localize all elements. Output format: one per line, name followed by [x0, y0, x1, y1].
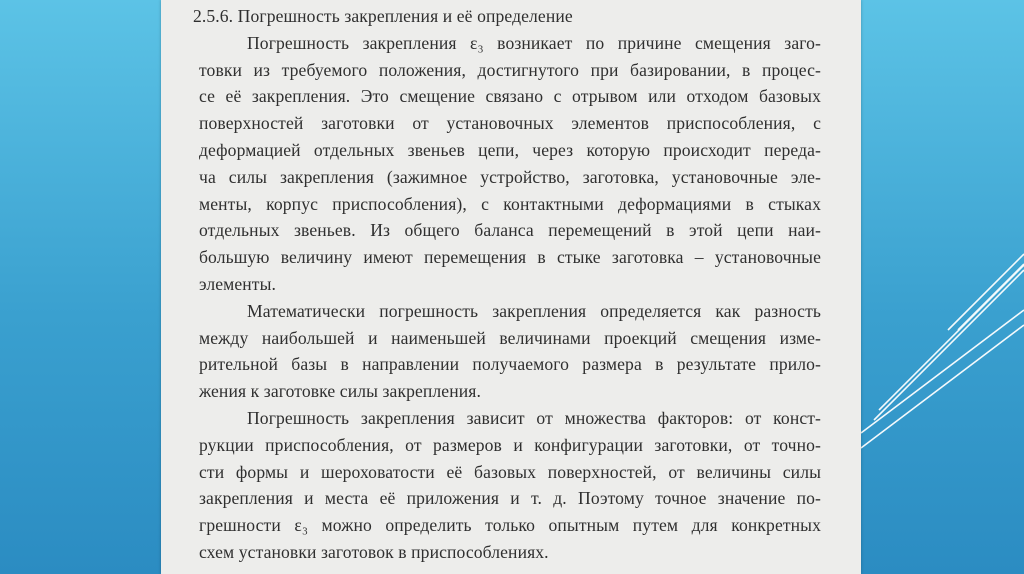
deco-line-6: [861, 325, 1024, 448]
text-line: жения к заготовке силы закрепления.: [199, 381, 481, 402]
section-heading: 2.5.6. Погрешность закрепления и её определение: [193, 6, 573, 26]
page-text: [193, 3, 821, 566]
text-line: Погрешность закрепления ε₃ возникает по причине смещения заго-: [247, 32, 821, 53]
text-line: схем установки заготовок в приспособлениях.: [199, 541, 549, 562]
deco-line-4: [874, 270, 1024, 420]
text-line: ча силы закрепления (зажимное устройство, заготовка, установочные эле-: [199, 166, 821, 187]
scanned-page: [161, 0, 861, 574]
paragraph-2: [199, 298, 821, 405]
paragraph-3: [199, 405, 821, 566]
text-line: сти формы и шероховатости её базовых поверхностей, от величины силы: [199, 461, 821, 482]
text-line: товки из требуемого положения, достигнутого при базировании, в процес-: [199, 59, 821, 80]
text-line: между наибольшей и наименьшей величинами проекций смещения изме-: [199, 327, 821, 348]
text-line: Математически погрешность закрепления определяется как разность: [247, 300, 821, 321]
text-line: большую величину имеют перемещения в стыке заготовка – установочные: [199, 247, 821, 268]
text-line: элементы.: [199, 273, 276, 294]
text-line: Погрешность закрепления зависит от множества факторов: от конст-: [247, 407, 821, 428]
text-line: рукции приспособления, от размеров и конфигурации заготовки, от точно-: [199, 434, 821, 455]
text-line: рительной базы в направлении получаемого размера в результате прило-: [199, 354, 821, 375]
text-line: закрепления и места её приложения и т. д. Поэтому точное значение по-: [199, 488, 821, 509]
paragraph-1: [199, 30, 821, 298]
text-line: отдельных звеньев. Из общего баланса перемещений в этой цепи наи-: [199, 220, 821, 241]
text-line: се её закрепления. Это смещение связано с отрывом или отходом базовых: [199, 86, 821, 107]
text-line: грешности ε₃ можно определить только опытным путем для конкретных: [199, 515, 821, 536]
text-line: поверхностей заготовки от установочных элементов приспособления, с: [199, 113, 821, 134]
deco-line-3: [879, 265, 1024, 410]
deco-line-5: [861, 310, 1024, 433]
text-line: менты, корпус приспособления), с контактными деформациями в стыках: [199, 193, 821, 214]
text-line: деформацией отдельных звеньев цепи, через которую происходит переда-: [199, 139, 821, 160]
